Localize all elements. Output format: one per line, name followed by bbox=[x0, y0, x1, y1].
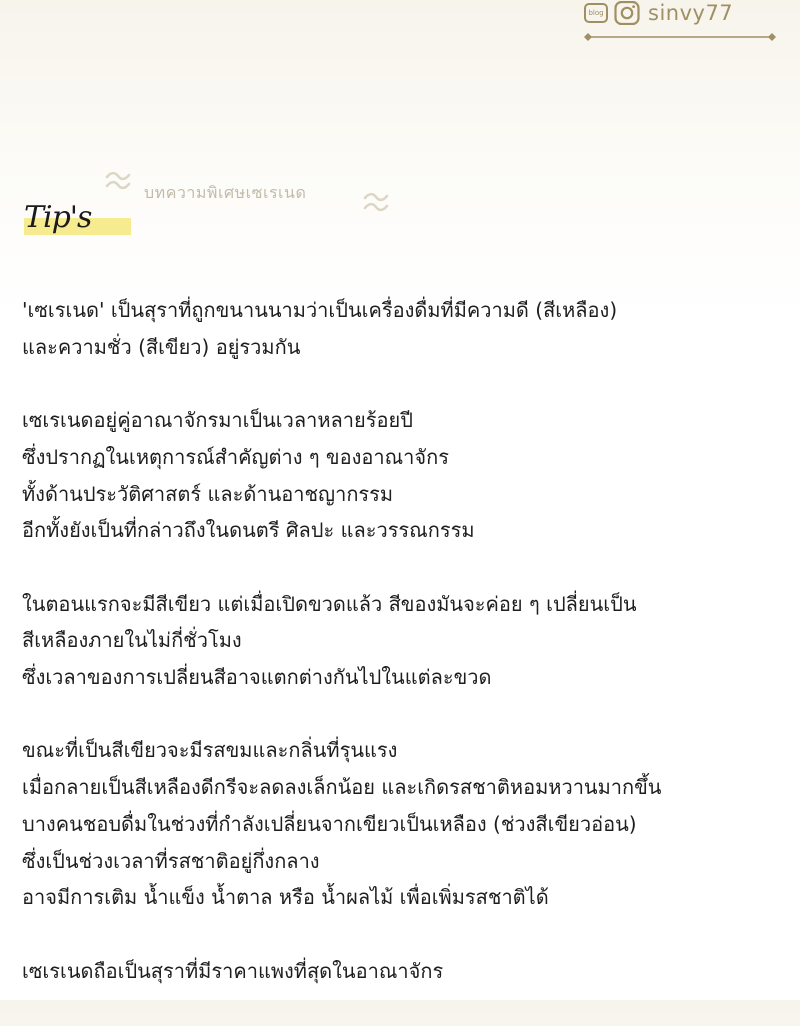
wave-ornament-icon bbox=[362, 190, 390, 218]
paragraph bbox=[22, 292, 792, 365]
blog-icon-label: blog bbox=[588, 9, 604, 17]
text-line: ในตอนแรกจะมีสีเขียว แต่เมื่อเปิดขวดแล้ว สีของมันจะค่อย ๆ เปลี่ยนเป็น bbox=[22, 591, 637, 616]
text-line: ทั้งด้านประวัติศาสตร์ และด้านอาชญากรรม bbox=[22, 481, 394, 506]
text-line: ซึ่งเป็นช่วงเวลาที่รสชาติอยู่กึ่งกลาง bbox=[22, 848, 320, 873]
text-line: 'เซเรเนด' เป็นสุราที่ถูกขนานนามว่าเป็นเครื่องดื่มที่มีความดี (สีเหลือง) bbox=[22, 298, 618, 322]
text-line: เมื่อกลายเป็นสีเหลืองดีกรีจะลดลงเล็กน้อย และเกิดรสชาติหอมหวานมากขึ้น bbox=[22, 775, 662, 800]
text-line: ขณะที่เป็นสีเขียวจะมีรสขมและกลิ่นที่รุนแรง bbox=[22, 738, 398, 763]
brand-divider bbox=[584, 30, 776, 44]
brand-header bbox=[584, 0, 780, 44]
article-subtitle: บทความพิเศษเซเรเนด bbox=[144, 183, 307, 202]
text-line: บางคนชอบดื่มในช่วงที่กำลังเปลี่ยนจากเขียวเป็นเหลือง (ช่วงสีเขียวอ่อน) bbox=[22, 811, 637, 836]
text-line: ซึ่งเวลาของการเปลี่ยนสีอาจแตกต่างกันไปในแต่ละขวด bbox=[22, 665, 492, 689]
page-title: Tip's bbox=[24, 200, 92, 235]
paragraph bbox=[22, 953, 792, 990]
blog-icon[interactable] bbox=[584, 3, 608, 23]
paragraph bbox=[22, 732, 792, 916]
instagram-icon[interactable] bbox=[614, 1, 640, 25]
brand-row bbox=[584, 0, 733, 26]
text-line: สีเหลืองภายในไม่กี่ชั่วโมง bbox=[22, 628, 242, 653]
text-line: เซเรเนดถือเป็นสุราที่มีราคาแพงที่สุดในอาณาจักร bbox=[22, 958, 444, 983]
title-block bbox=[24, 198, 91, 238]
text-line: และความชั่ว (สีเขียว) อยู่รวมกัน bbox=[22, 334, 301, 359]
text-line: ซึ่งปรากฏในเหตุการณ์สำคัญต่าง ๆ ของอาณาจักร bbox=[22, 444, 449, 469]
text-line: อาจมีการเติม น้ำแข็ง น้ำตาล หรือ น้ำผลไม้ เพื่อเพิ่มรสชาติได้ bbox=[22, 885, 549, 910]
article-body bbox=[22, 292, 792, 1026]
text-line: เซเรเนดอยู่คู่อาณาจักรมาเป็นเวลาหลายร้อยปี bbox=[22, 408, 413, 433]
paragraph bbox=[22, 586, 792, 696]
text-line: อีกทั้งยังเป็นที่กล่าวถึงในดนตรี ศิลปะ และวรรณกรรม bbox=[22, 518, 475, 543]
wave-ornament-icon bbox=[104, 170, 132, 196]
instagram-handle[interactable]: sinvy77 bbox=[648, 1, 734, 25]
paragraph bbox=[22, 402, 792, 549]
